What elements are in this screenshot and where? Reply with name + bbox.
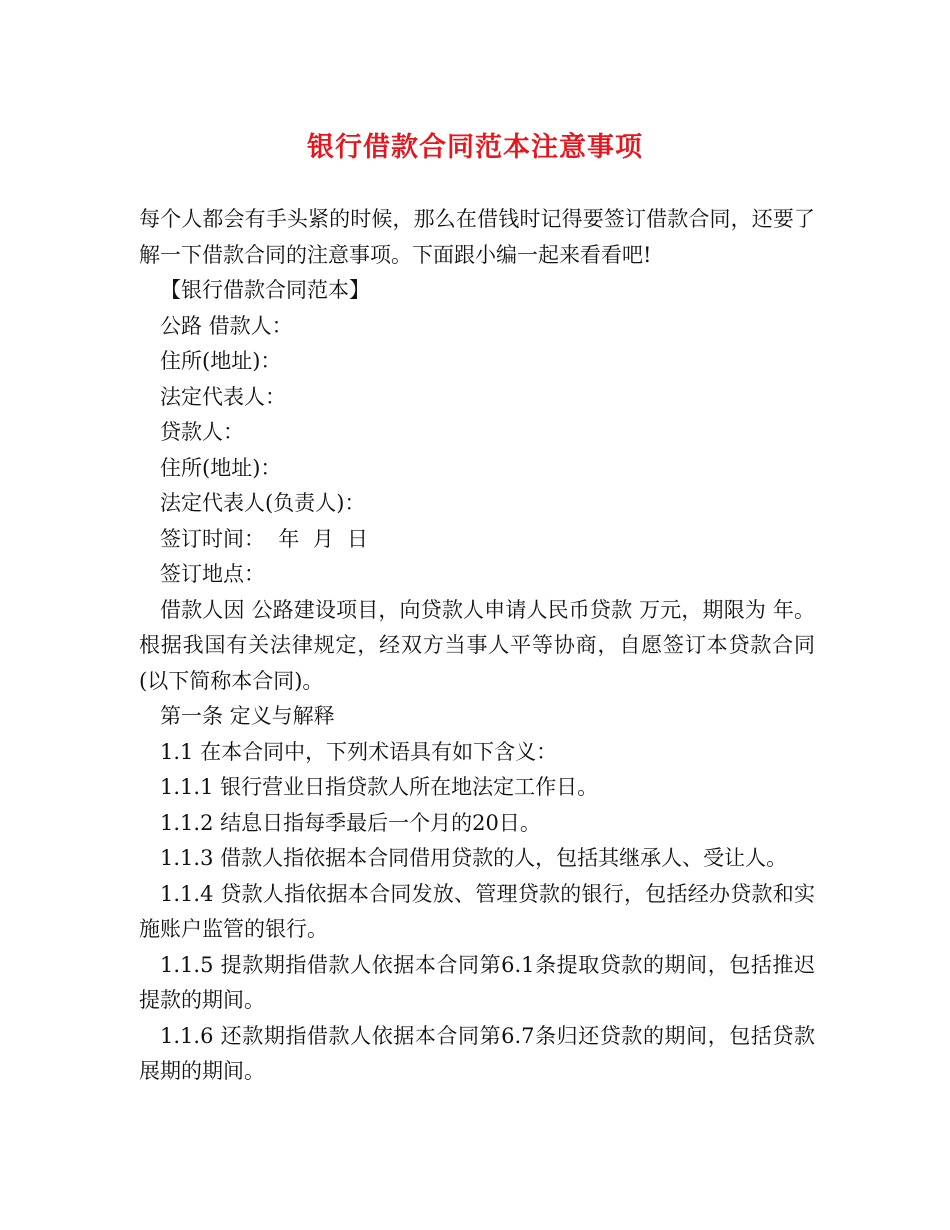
contract-template-heading: 【银行借款合同范本】 (160, 278, 370, 302)
clause-1-1-2: 1.1.2 结息日指每季最后一个月的20日。 (160, 810, 541, 835)
clause-1-1: 1.1 在本合同中，下列术语具有如下含义： (160, 739, 558, 764)
document-body (139, 202, 815, 1090)
clause-1-1-3: 1.1.3 借款人指依据本合同借用贷款的人，包括其继承人、受让人。 (160, 846, 788, 870)
borrower-legal-rep-line: 法定代表人： (160, 384, 286, 409)
lender-address-line: 住所(地址)： (160, 455, 282, 480)
clause-1-1-5: 1.1.5 提款期指借款人依据本合同第6.1条提取贷款的期间，包括推迟提款的期间。 (139, 952, 815, 1012)
article-one-heading: 第一条 定义与解释 (160, 704, 335, 728)
clause-1-1-4: 1.1.4 贷款人指依据本合同发放、管理贷款的银行，包括经办贷款和实施账户监管的银行。 (139, 881, 815, 941)
borrower-address-line: 住所(地址)： (160, 349, 282, 373)
signing-date-line: 签订时间： 年 月 日 (160, 526, 369, 551)
clause-1-1-1: 1.1.1 银行营业日指贷款人所在地法定工作日。 (160, 775, 599, 799)
loan-purpose-paragraph: 借款人因 公路建设项目，向贷款人申请人民币贷款 万元，期限为 年。根据我国有关法律规定，经双方当事人平等协商，自愿签订本贷款合同(以下简称本合同)。 (139, 597, 815, 693)
lender-legal-rep-line: 法定代表人(负责人)： (160, 491, 366, 515)
lender-line: 贷款人： (160, 420, 244, 444)
borrower-line: 公路 借款人： (160, 313, 293, 338)
document-title: 银行借款合同范本注意事项 (307, 132, 643, 163)
signing-place-line: 签订地点： (160, 562, 265, 586)
intro-paragraph: 每个人都会有手头紧的时候，那么在借钱时记得要签订借款合同，还要了解一下借款合同的注意事项。下面跟小编一起来看看吧! (139, 207, 815, 267)
clause-1-1-6: 1.1.6 还款期指借款人依据本合同第6.7条归还贷款的期间，包括贷款展期的期间。 (139, 1023, 815, 1083)
